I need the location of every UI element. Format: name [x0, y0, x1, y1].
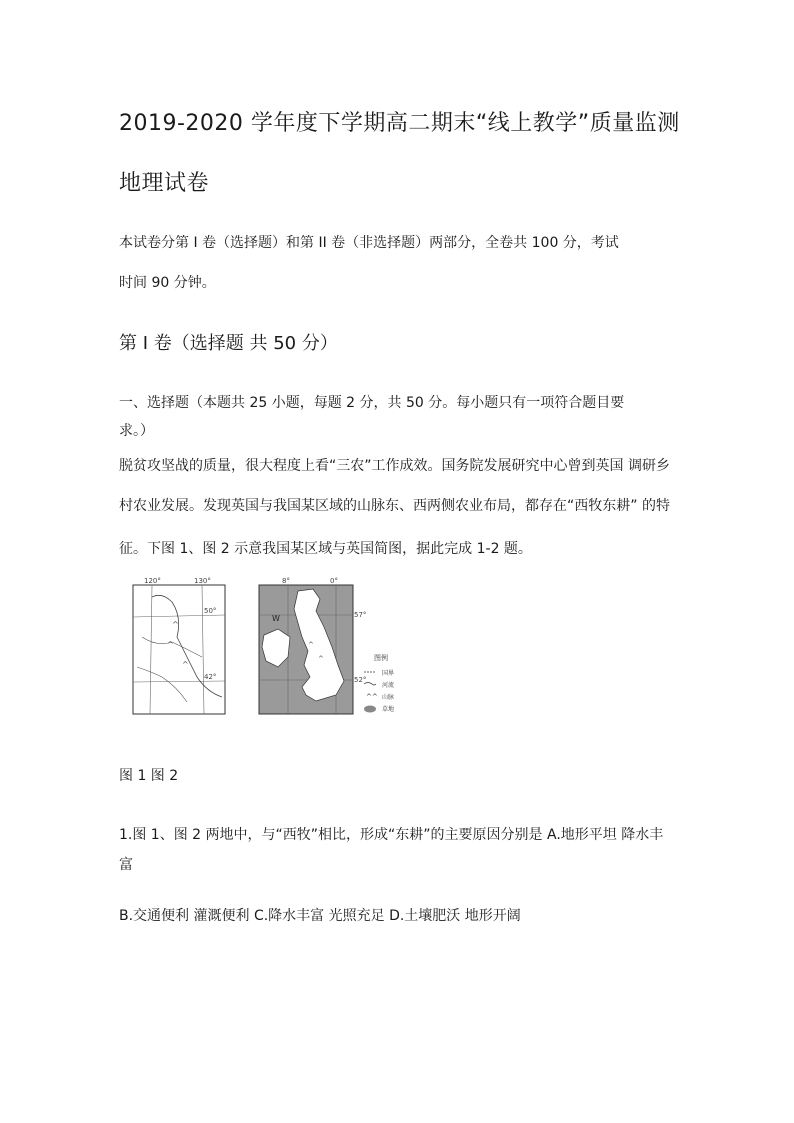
map1-lat-42: 42° [204, 673, 217, 681]
exam-title-line2: 地理试卷 [119, 171, 210, 196]
map1-lat-50: 50° [204, 607, 217, 615]
question1-stem-line1: 1.图 1、图 2 两地中，与“西牧”相比，形成“东耕”的主要原因分别是 A.地形平坦 降水丰 [119, 827, 664, 843]
svg-text:^^: ^^ [366, 693, 378, 701]
exam-title-line1: 2019-2020 学年度下学期高二期末“线上教学”质量监测 [119, 111, 680, 136]
instruction-line2: 求。） [119, 423, 154, 439]
svg-text:^: ^ [172, 620, 179, 629]
figure-2-map [258, 577, 354, 715]
intro-line1: 本试卷分第 I 卷（选择题）和第 II 卷（非选择题）两部分，全卷共 100 分，考试 [119, 235, 619, 251]
passage-line1: 脱贫攻坚战的质量，很大程度上看“三农”工作成效。国务院发展研究中心曾到英国 调研乡 [119, 458, 670, 474]
legend-item-mountain: 山脉 [382, 694, 395, 701]
intro-line2: 时间 90 分钟。 [119, 275, 216, 291]
instruction-line1: 一、选择题（本题共 25 小题，每题 2 分，共 50 分。每小题只有一项符合题目要 [119, 395, 625, 411]
section-heading: 第 I 卷（选择题 共 50 分） [119, 333, 338, 354]
svg-text:^: ^ [182, 660, 189, 669]
svg-text:W: W [272, 614, 280, 623]
map2-lat-57: 57° [354, 611, 367, 619]
map1-lon-120: 120° [144, 577, 161, 585]
figure-caption: 图 1 图 2 [119, 768, 179, 784]
question1-options: B.交通便利 灌溉便利 C.降水丰富 光照充足 D.土壤肥沃 地形开阔 [119, 908, 521, 924]
map1-lon-130: 130° [194, 577, 211, 585]
map2-lon-0: 0° [330, 577, 338, 585]
svg-text:^: ^ [308, 641, 314, 649]
passage-line3: 征。下图 1、图 2 示意我国某区域与英国简图，据此完成 1-2 题。 [119, 541, 532, 557]
figure-1-map [132, 577, 226, 715]
legend-item-border: 国界 [382, 670, 395, 677]
passage-line2: 村农业发展。发现英国与我国某区域的山脉东、西两侧农业布局，都存在“西牧东耕” 的特 [119, 498, 670, 514]
svg-text:^: ^ [318, 655, 324, 663]
question1-stem-line2: 富 [119, 857, 133, 873]
legend-item-grassland: 草地 [382, 706, 395, 713]
svg-text:^: ^ [167, 640, 174, 649]
map2-lat-52: 52° [354, 676, 367, 684]
legend-item-river: 河流 [382, 682, 395, 689]
map2-lon-8: 8° [282, 577, 290, 585]
figure-legend [360, 650, 420, 720]
legend-title: 图例 [374, 654, 388, 662]
